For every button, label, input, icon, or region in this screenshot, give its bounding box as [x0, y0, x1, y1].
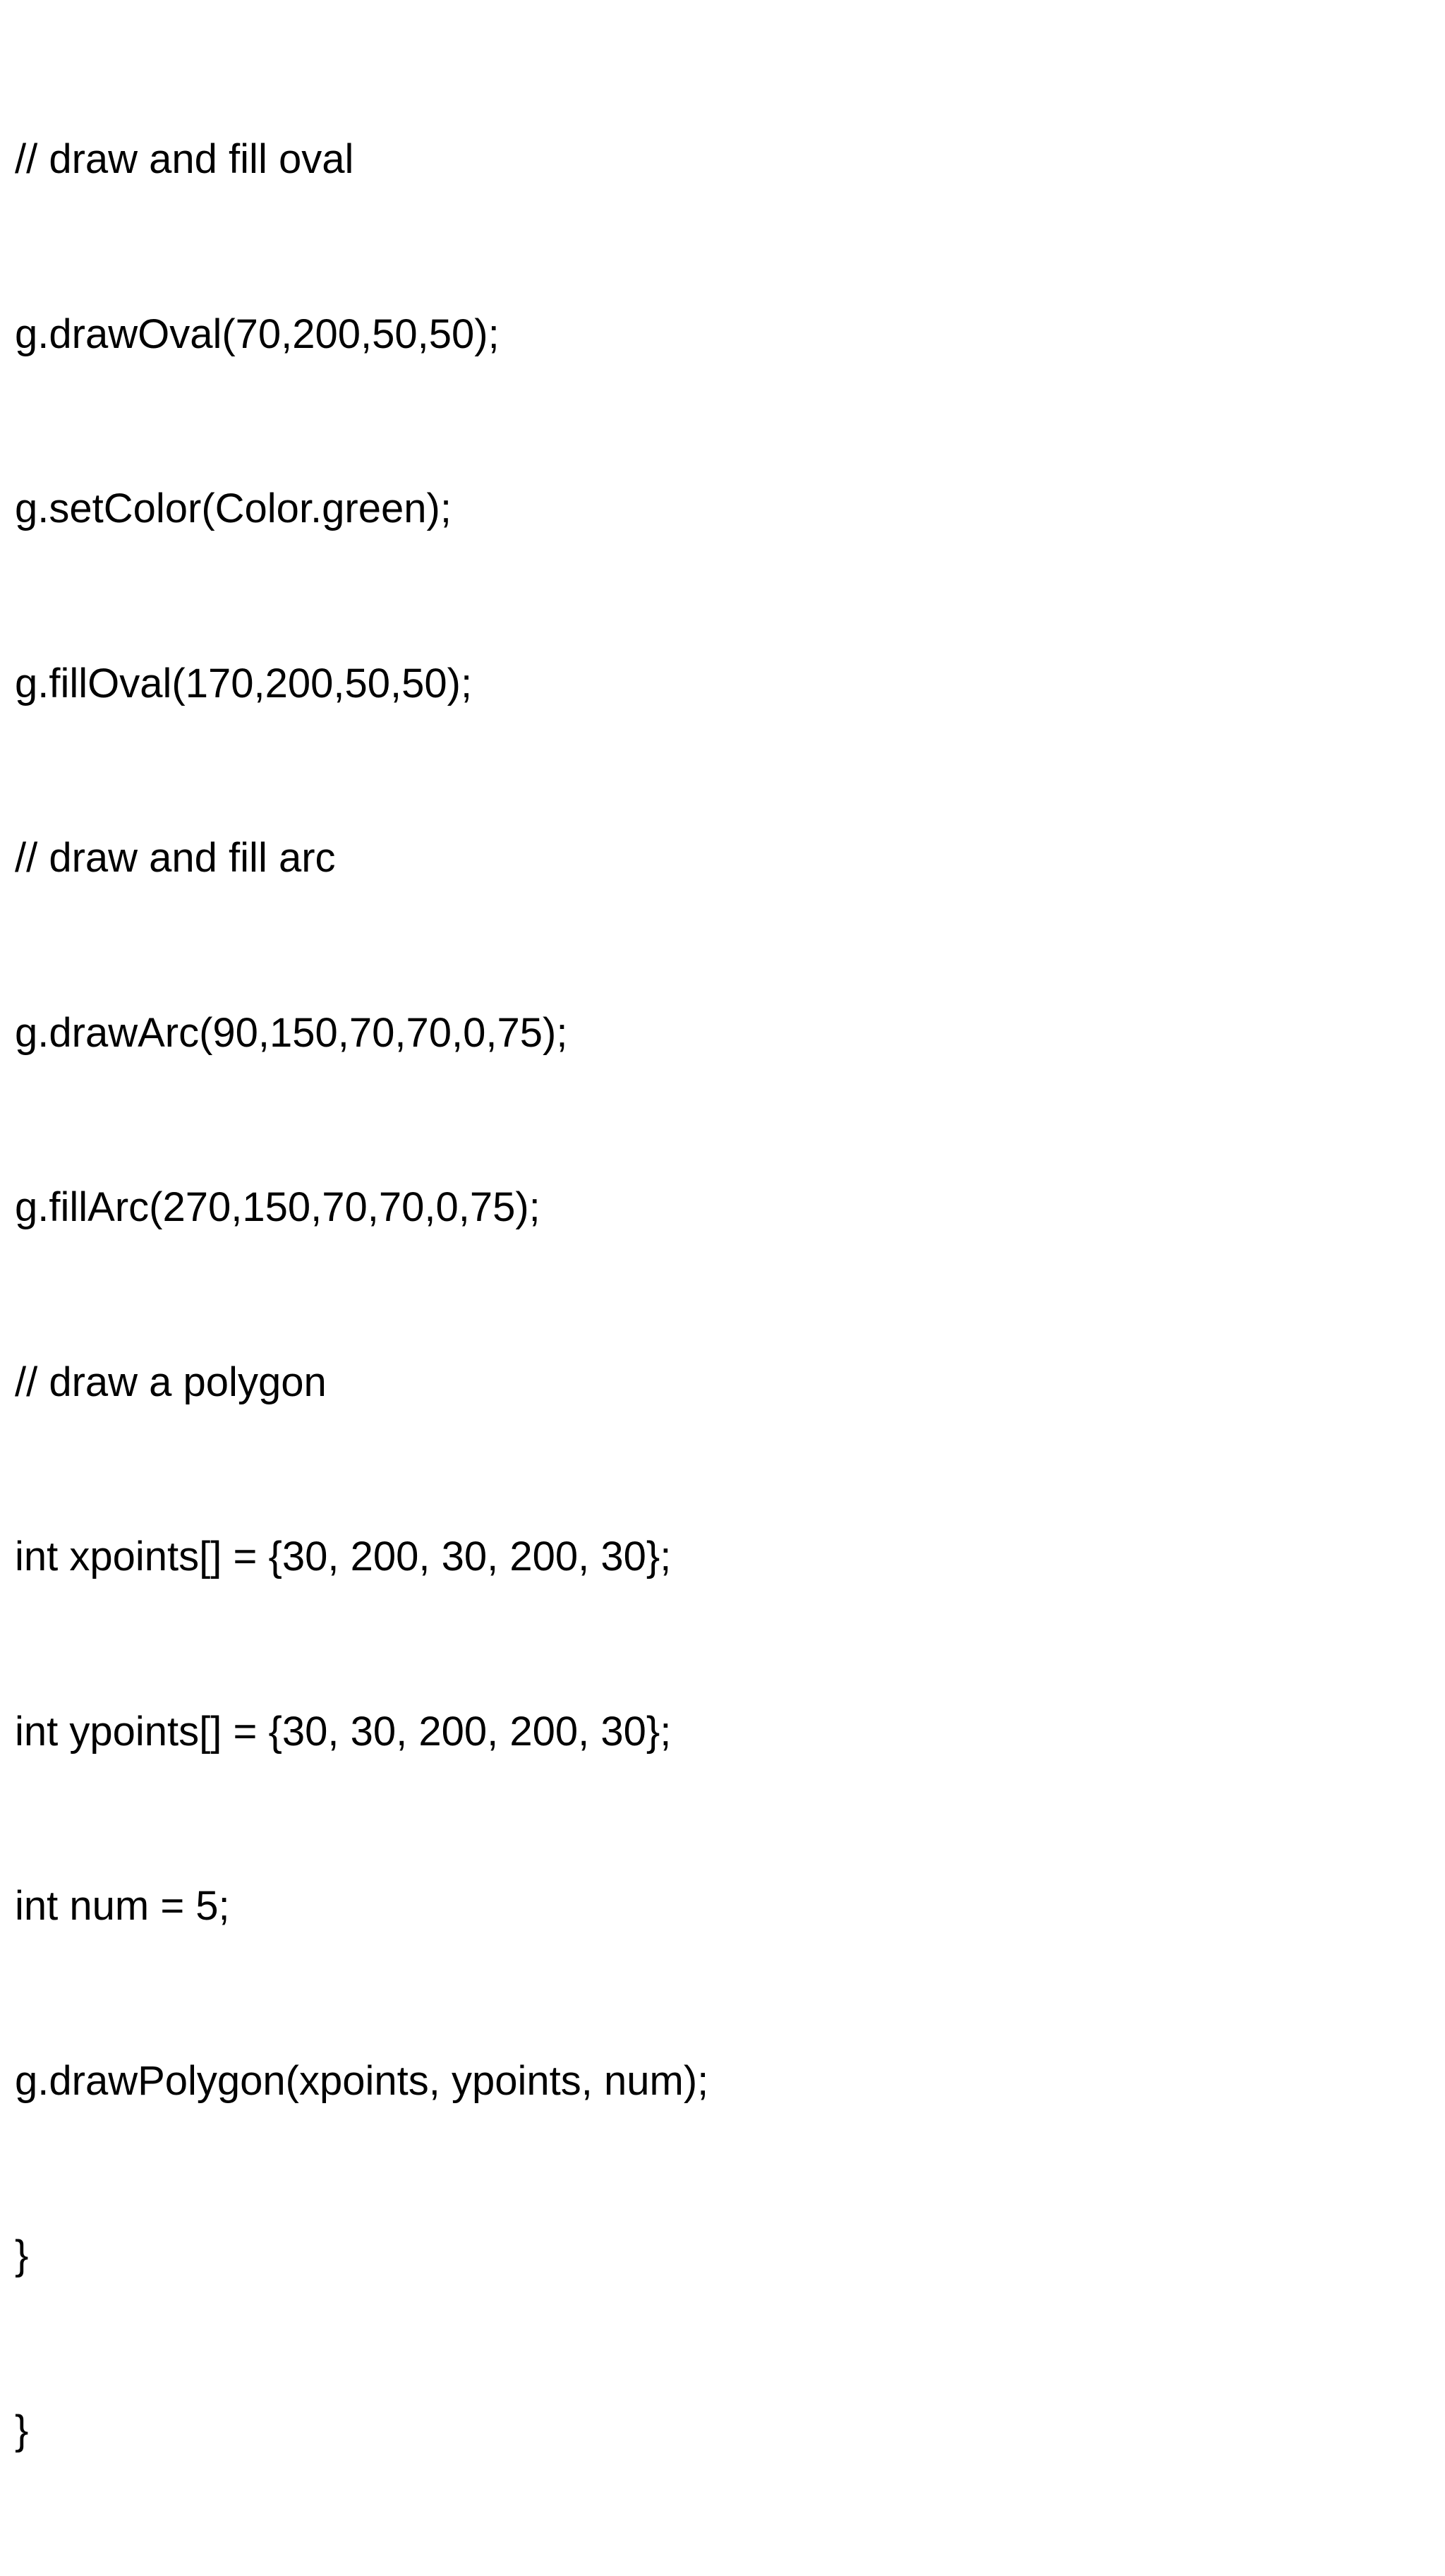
code-draw-polygon: g.drawPolygon(xpoints, ypoints, num);	[15, 2057, 709, 2104]
closing-brace-method: }	[15, 2232, 29, 2278]
comment-draw-polygon: // draw a polygon	[15, 1359, 327, 1405]
code-draw-oval: g.drawOval(70,200,50,50);	[15, 311, 500, 357]
comment-draw-fill-arc: // draw and fill arc	[15, 835, 336, 881]
code-listing	[15, 14, 708, 2576]
closing-brace-class: }	[15, 2407, 29, 2453]
code-set-color: g.setColor(Color.green);	[15, 486, 452, 531]
code-draw-arc: g.drawArc(90,150,70,70,0,75);	[15, 1009, 568, 1056]
code-fill-arc: g.fillArc(270,150,70,70,0,75);	[15, 1184, 540, 1230]
comment-draw-fill-oval: // draw and fill oval	[15, 136, 354, 182]
code-fill-oval: g.fillOval(170,200,50,50);	[15, 660, 473, 706]
code-ypoints: int ypoints[] = {30, 30, 200, 200, 30};	[15, 1708, 672, 1755]
code-xpoints: int xpoints[] = {30, 200, 30, 200, 30};	[15, 1534, 672, 1579]
code-num: int num = 5;	[15, 1883, 230, 1929]
